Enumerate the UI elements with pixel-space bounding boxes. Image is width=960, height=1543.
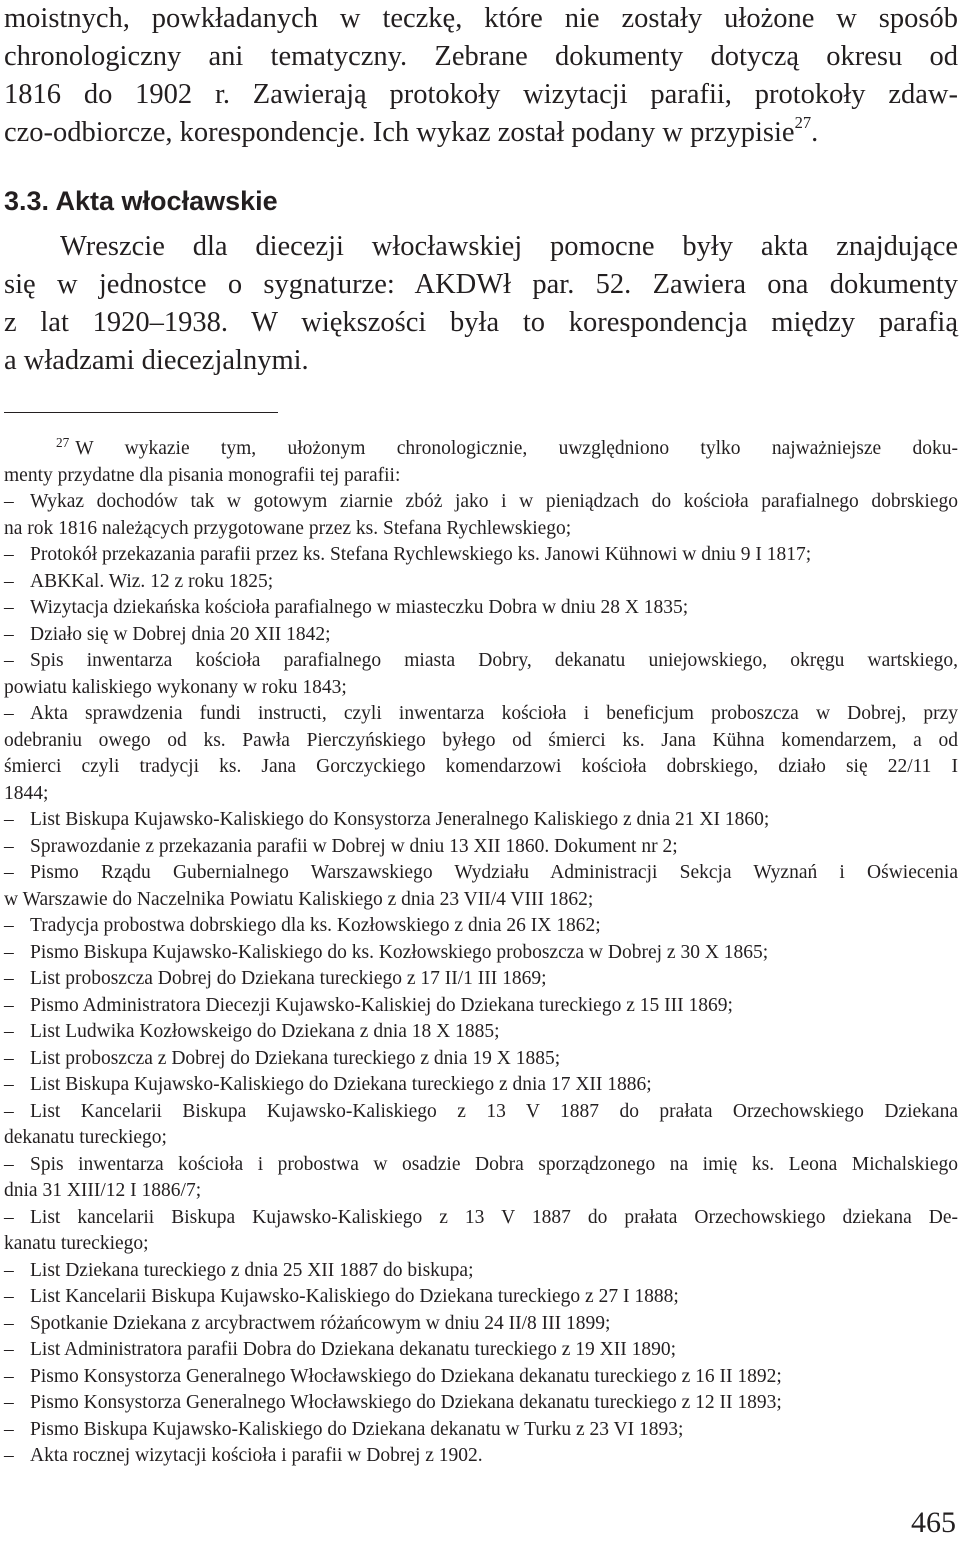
footnote-item-line: kanatu tureckiego; [4,1233,149,1254]
list-dash: – [4,650,14,671]
footnote-item-line: List Biskupa Kujawsko-Kaliskiego do Konsystorza Jeneralnego Kaliskiego z dnia 21 XI 1860; [30,809,770,830]
footnote-number: 27 [56,434,70,450]
list-dash: – [4,1259,14,1281]
intro-line: chronologiczny ani tematyczny. Zebrane dokumenty dotyczą okresu od [4,41,958,72]
footnote-list-item [4,966,958,993]
footnote-list-item [4,489,958,542]
footnote-list-item [4,622,958,649]
footnote-item-line: Wykaz dochodów tak w gotowym ziarnie zbóż jako i w pieniądzach do kościoła parafialnego dobrskiego [30,491,958,512]
footnote-list-item [4,1390,958,1417]
footnote-item-line: dekanatu tureckiego; [4,1127,167,1148]
footnote-item-line: Spis inwentarza kościoła parafialnego miasta Dobry, dekanatu uniejowskiego, okręgu wartskiego, [30,650,958,671]
footnote-item-line: Pismo Administratora Diecezji Kujawsko-Kaliskiej do Dziekana tureckiego z 15 III 1869; [30,994,733,1016]
list-dash: – [4,1206,14,1228]
paragraph-line: z lat 1920–1938. W większości była to korespondencja między parafią [4,307,958,338]
list-dash: – [4,1286,14,1307]
list-dash: – [4,835,14,857]
footnote-item-line: List kancelarii Biskupa Kujawsko-Kaliskiego z 13 V 1887 do prałata Orzechowskiego dziekana De- [30,1206,958,1228]
footnote-list-item [4,807,958,834]
list-dash: – [4,1153,14,1175]
list-dash: – [4,1021,14,1042]
list-dash: – [4,1339,14,1360]
list-dash: – [4,1312,14,1334]
list-dash: – [4,1047,14,1069]
footnote-item-line: Pismo Konsystorza Generalnego Włocławskiego do Dziekana dekanatu tureckiego z 16 II 1892; [30,1365,782,1387]
footnote-list-item [4,1443,958,1470]
paragraph-line: Wreszcie dla diecezji włocławskiej pomocne były akta znajdujące [60,231,958,262]
footnote-list-item [4,834,958,861]
footnote-item-line: List proboszcza z Dobrej do Dziekana tureckiego z dnia 19 X 1885; [30,1047,561,1069]
list-dash: – [4,809,14,830]
intro-line: czo-odbiorcze, korespondencje. Ich wykaz został podany w przypisie [4,117,795,148]
footnote-item-line: List Kancelarii Biskupa Kujawsko-Kaliskiego z 13 V 1887 do prałata Orzechowskiego Dziekana [30,1100,958,1122]
paragraph-line: się w jednostce o sygnaturze: AKDWł par. 52. Zawiera ona dokumenty [4,269,958,300]
footnote-item-line: List Biskupa Kujawsko-Kaliskiego do Dziekana tureckiego z dnia 17 XII 1886; [30,1074,652,1095]
intro-line: 1816 do 1902 r. Zawierają protokoły wizytacji parafii, protokoły zdaw- [4,79,958,110]
paragraph-line: a władzami diecezjalnymi. [4,345,309,376]
footnote-item-line: List Dziekana tureckiego z dnia 25 XII 1887 do biskupa; [30,1259,474,1281]
footnote-list-item [4,648,958,701]
footnote-item-line: List Kancelarii Biskupa Kujawsko-Kaliskiego do Dziekana tureckiego z 27 I 1888; [30,1286,679,1307]
footnote-reference[interactable]: 27 [794,113,812,133]
footnote-list-item [4,1311,958,1338]
intro-last-line [4,114,958,152]
list-dash: – [4,491,14,512]
footnote-list-item [4,1364,958,1391]
footnote-intro-line: $^{27}$ W wykazie tym, ułożonym chronologicznie, uwzględniono tylko najważniejsze doku- [56,434,958,459]
footnote-list-item [4,993,958,1020]
footnote-item-line: Spis inwentarza kościoła i probostwa w osadzie Dobra sporządzonego na imię ks. Leona Michalskiego [30,1153,958,1175]
footnote-list-item [4,542,958,569]
footnote-list-item [4,1072,958,1099]
footnote-list-item [4,913,958,940]
list-dash: – [4,941,14,963]
intro-line-end: . [811,117,819,148]
list-dash: – [4,968,14,989]
footnote-list-item [4,569,958,596]
footnote-list-item [4,1417,958,1444]
footnote-item-line: List Ludwika Kozłowskeigo do Dziekana z dnia 18 X 1885; [30,1021,500,1042]
footnote-list-item [4,860,958,913]
footnote-separator [4,412,278,413]
footnote-item-line: Protokół przekazania parafii przez ks. Stefana Rychlewskiego ks. Janowi Kühnowi w dniu 9 I 1817; [30,544,812,565]
footnote-item-line: Pismo Rządu Gubernialnego Warszawskiego Wydziału Administracji Sekcja Wyznań i Oświecenia [30,862,958,883]
footnote-list-item [4,1337,958,1364]
list-dash: – [4,1365,14,1387]
footnote-list-item [4,701,958,807]
footnote-list-item [4,1205,958,1258]
list-dash: – [4,1100,14,1122]
footnote-item-line: ABKKal. Wiz. 12 z roku 1825; [30,570,274,592]
intro-paragraph [4,0,958,152]
footnote-item-line: List Administratora parafii Dobra do Dziekana dekanatu tureckiego z 19 XII 1890; [30,1339,676,1360]
footnote-item-line: Pismo Konsystorza Generalnego Włocławskiego do Dziekana dekanatu tureckiego z 12 II 1893; [30,1392,782,1413]
footnote-item-line: List proboszcza Dobrej do Dziekana tureckiego z 17 II/1 III 1869; [30,968,547,989]
footnote-list-item [4,1152,958,1205]
footnote-item-line: odebraniu owego od ks. Pawła Pierczyńskiego byłego od śmierci ks. Jana Kühna komendarzem, a od [4,729,958,751]
list-dash: – [4,915,14,936]
list-dash: – [4,1418,14,1440]
list-dash: – [4,703,14,724]
list-dash: – [4,1392,14,1413]
footnote-item-line: Spotkanie Dziekana z arcybractwem różańcowym w dniu 24 II/8 III 1899; [30,1312,611,1334]
footnote-item-line: śmierci czyli tradycji ks. Jana Gorczyckiego komendarzowi kościoła dobrskiego, działo się 22/11 I [4,756,958,777]
list-dash: – [4,1445,14,1466]
footnote-item-line: na rok 1816 należących przygotowane przez ks. Stefana Rychlewskiego; [4,517,572,539]
footnote-intro-line: menty przydatne dla pisania monografii tej parafii: [4,464,401,486]
footnote-item-line: Akta sprawdzenia fundi instructi, czyli inwentarza kościoła i beneficjum proboszcza w Dobrej, przy [30,703,958,724]
footnote-item-line: Działo się w Dobrej dnia 20 XII 1842; [30,623,331,645]
footnote-block [4,436,958,1470]
footnote-list-item [4,1099,958,1152]
intro-line: moistnych, powkładanych w teczkę, które nie zostały ułożone w sposób [4,3,958,34]
footnote-list-item [4,940,958,967]
list-dash: – [4,570,14,592]
list-dash: – [4,994,14,1016]
section-paragraph [4,228,958,380]
footnote-item-line: 1844; [4,782,49,804]
footnote-list-item [4,1284,958,1311]
footnote-item-line: Wizytacja dziekańska kościoła parafialnego w miasteczku Dobra w dniu 28 X 1835; [30,597,689,618]
footnote-list-item [4,1046,958,1073]
list-dash: – [4,623,14,645]
list-dash: – [4,544,14,565]
footnote-item-line: Pismo Biskupa Kujawsko-Kaliskiego do Dziekana dekanatu w Turku z 23 VI 1893; [30,1418,684,1440]
list-dash: – [4,1074,14,1095]
footnote-list-item [4,1258,958,1285]
section-heading: 3.3. Akta włocławskie [4,186,278,216]
footnote-list-item [4,1019,958,1046]
footnote-item-line: dnia 31 XIII/12 I 1886/7; [4,1180,202,1201]
footnote-item-line: Akta rocznej wizytacji kościoła i parafii w Dobrej z 1902. [30,1445,483,1466]
footnote-item-line: Sprawozdanie z przekazania parafii w Dobrej w dniu 13 XII 1860. Dokument nr 2; [30,835,678,857]
footnote-list [4,489,958,1470]
footnote-item-line: Pismo Biskupa Kujawsko-Kaliskiego do ks. Kozłowskiego proboszcza w Dobrej z 30 X 1865; [30,941,769,963]
page-number: 465 [911,1506,956,1539]
list-dash: – [4,862,14,883]
list-dash: – [4,597,14,618]
footnote-item-line: powiatu kaliskiego wykonany w roku 1843; [4,676,347,698]
footnote-list-item [4,595,958,622]
footnote-item-line: Tradycja probostwa dobrskiego dla ks. Kozłowskiego z dnia 26 IX 1862; [30,915,601,936]
footnote-item-line: w Warszawie do Naczelnika Powiatu Kaliskiego z dnia 23 VII/4 VIII 1862; [4,888,594,910]
